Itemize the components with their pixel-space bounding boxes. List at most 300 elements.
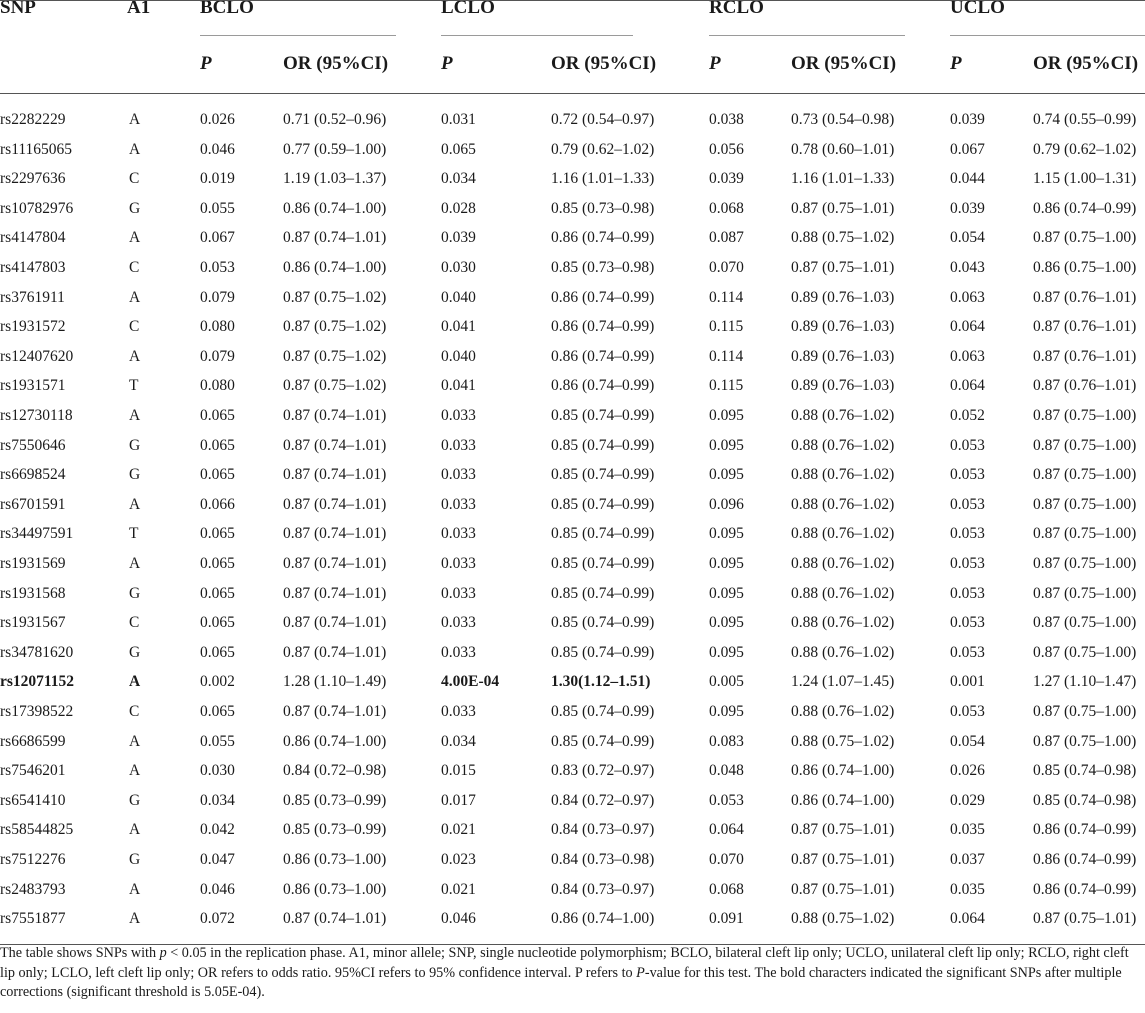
p-value-cell-bclo: 0.080: [200, 377, 235, 394]
p-value-cell-uclo: 0.053: [950, 466, 985, 483]
snp-cell: rs2483793: [0, 881, 66, 898]
p-value-cell-lclo: 0.040: [441, 289, 476, 306]
or-ci-cell-bclo: 0.87 (0.74–1.01): [283, 644, 387, 661]
or-ci-cell-uclo: 0.87 (0.75–1.00): [1033, 733, 1137, 750]
p-value-cell-uclo: 0.053: [950, 437, 985, 454]
snp-cell: rs7551877: [0, 910, 66, 927]
header-group-bclo: BCLO: [200, 0, 254, 18]
p-value-cell-bclo: 0.046: [200, 881, 235, 898]
or-ci-cell-bclo: 0.87 (0.74–1.01): [283, 585, 387, 602]
snp-cell: rs12730118: [0, 407, 73, 424]
p-value-cell-lclo: 0.033: [441, 437, 476, 454]
or-ci-cell-uclo: 0.87 (0.75–1.00): [1033, 525, 1137, 542]
p-value-cell-lclo: 4.00E-04: [441, 673, 500, 690]
p-value-cell-lclo: 0.033: [441, 496, 476, 513]
or-ci-cell-lclo: 0.85 (0.74–0.99): [551, 525, 655, 542]
or-ci-cell-rclo: 0.88 (0.76–1.02): [791, 466, 895, 483]
or-ci-cell-bclo: 0.87 (0.74–1.01): [283, 496, 387, 513]
or-ci-cell-uclo: 0.85 (0.74–0.98): [1033, 762, 1137, 779]
header-or-lclo: OR (95%CI): [551, 53, 657, 74]
p-value-cell-rclo: 0.095: [709, 525, 744, 542]
p-value-cell-bclo: 0.055: [200, 200, 235, 217]
p-value-cell-rclo: 0.095: [709, 585, 744, 602]
or-ci-cell-lclo: 0.84 (0.73–0.97): [551, 821, 655, 838]
or-ci-cell-uclo: 0.86 (0.74–0.99): [1033, 851, 1137, 868]
footnote-part1: The table shows SNPs with: [0, 945, 160, 961]
allele-cell: G: [129, 851, 141, 868]
p-value-cell-rclo: 0.115: [709, 318, 744, 335]
snp-cell: rs12407620: [0, 348, 74, 365]
or-ci-cell-bclo: 0.87 (0.74–1.01): [283, 910, 387, 927]
or-ci-cell-rclo: 1.16 (1.01–1.33): [791, 170, 895, 187]
p-value-cell-uclo: 0.063: [950, 289, 985, 306]
allele-cell: A: [129, 348, 141, 365]
p-value-cell-rclo: 0.095: [709, 466, 744, 483]
p-value-cell-rclo: 0.091: [709, 910, 744, 927]
or-ci-cell-bclo: 0.86 (0.73–1.00): [283, 881, 387, 898]
or-ci-cell-uclo: 0.86 (0.74–0.99): [1033, 881, 1137, 898]
header-bottom-rule: [0, 93, 1145, 94]
p-value-cell-uclo: 0.039: [950, 111, 985, 128]
p-value-cell-bclo: 0.065: [200, 703, 235, 720]
p-value-cell-rclo: 0.053: [709, 792, 744, 809]
snp-cell: rs58544825: [0, 821, 74, 838]
allele-cell: A: [129, 821, 141, 838]
or-ci-cell-lclo: 0.85 (0.74–0.99): [551, 585, 655, 602]
or-ci-cell-lclo: 0.85 (0.74–0.99): [551, 703, 655, 720]
or-ci-cell-rclo: 0.87 (0.75–1.01): [791, 200, 895, 217]
allele-cell: C: [129, 703, 140, 720]
p-value-cell-uclo: 0.053: [950, 585, 985, 602]
or-ci-cell-bclo: 0.87 (0.75–1.02): [283, 377, 387, 394]
p-value-cell-bclo: 0.065: [200, 614, 235, 631]
p-value-cell-lclo: 0.041: [441, 377, 476, 394]
or-ci-cell-rclo: 0.88 (0.76–1.02): [791, 644, 895, 661]
or-ci-cell-rclo: 0.88 (0.76–1.02): [791, 555, 895, 572]
footnote-pvalue-term: P: [636, 964, 645, 981]
p-value-cell-rclo: 0.087: [709, 229, 744, 246]
p-value-cell-uclo: 0.037: [950, 851, 985, 868]
or-ci-cell-bclo: 0.87 (0.74–1.01): [283, 614, 387, 631]
p-value-cell-lclo: 0.039: [441, 229, 476, 246]
or-ci-cell-bclo: 1.19 (1.03–1.37): [283, 170, 387, 187]
or-ci-cell-bclo: 0.87 (0.74–1.01): [283, 555, 387, 572]
or-ci-cell-rclo: 0.88 (0.76–1.02): [791, 496, 895, 513]
snp-cell: rs1931568: [0, 585, 66, 602]
or-ci-cell-rclo: 0.88 (0.75–1.02): [791, 733, 895, 750]
allele-cell: C: [129, 259, 140, 276]
p-value-cell-bclo: 0.079: [200, 348, 235, 365]
p-value-cell-rclo: 0.095: [709, 614, 744, 631]
p-value-cell-uclo: 0.029: [950, 792, 985, 809]
p-value-cell-bclo: 0.053: [200, 259, 235, 276]
or-ci-cell-bclo: 0.87 (0.74–1.01): [283, 703, 387, 720]
snp-cell: rs7550646: [0, 437, 66, 454]
or-ci-cell-uclo: 0.87 (0.75–1.00): [1033, 703, 1137, 720]
p-value-cell-rclo: 0.095: [709, 407, 744, 424]
p-value-cell-lclo: 0.033: [441, 555, 476, 572]
p-value-cell-uclo: 0.043: [950, 259, 985, 276]
allele-cell: G: [129, 466, 141, 483]
allele-cell: A: [129, 289, 141, 306]
p-value-cell-rclo: 0.039: [709, 170, 744, 187]
or-ci-cell-lclo: 1.30(1.12–1.51): [551, 673, 651, 690]
p-value-cell-uclo: 0.052: [950, 407, 985, 424]
top-rule: [0, 0, 1145, 1]
p-value-cell-lclo: 0.034: [441, 733, 476, 750]
p-value-cell-rclo: 0.038: [709, 111, 744, 128]
header-or-uclo: OR (95%CI): [1033, 53, 1139, 74]
or-ci-cell-uclo: 0.87 (0.75–1.00): [1033, 407, 1137, 424]
or-ci-cell-rclo: 0.89 (0.76–1.03): [791, 377, 895, 394]
or-ci-cell-uclo: 0.87 (0.76–1.01): [1033, 377, 1137, 394]
or-ci-cell-bclo: 1.28 (1.10–1.49): [283, 673, 387, 690]
p-value-cell-rclo: 0.095: [709, 555, 744, 572]
or-ci-cell-uclo: 0.85 (0.74–0.98): [1033, 792, 1137, 809]
snp-cell: rs34497591: [0, 525, 74, 542]
or-ci-cell-lclo: 0.85 (0.74–0.99): [551, 644, 655, 661]
p-value-cell-rclo: 0.083: [709, 733, 744, 750]
p-value-cell-lclo: 0.065: [441, 141, 476, 158]
or-ci-cell-uclo: 0.87 (0.75–1.00): [1033, 229, 1137, 246]
or-ci-cell-lclo: 0.85 (0.74–0.99): [551, 555, 655, 572]
or-ci-cell-uclo: 1.15 (1.00–1.31): [1033, 170, 1137, 187]
or-ci-cell-uclo: 0.87 (0.75–1.00): [1033, 466, 1137, 483]
p-value-cell-uclo: 0.035: [950, 881, 985, 898]
or-ci-cell-lclo: 1.16 (1.01–1.33): [551, 170, 655, 187]
snp-cell: rs3761911: [0, 289, 65, 306]
or-ci-cell-rclo: 0.88 (0.75–1.02): [791, 229, 895, 246]
p-value-cell-rclo: 0.096: [709, 496, 744, 513]
p-value-cell-uclo: 0.035: [950, 821, 985, 838]
allele-cell: A: [129, 881, 141, 898]
allele-cell: A: [129, 111, 141, 128]
p-value-cell-bclo: 0.065: [200, 644, 235, 661]
or-ci-cell-rclo: 0.73 (0.54–0.98): [791, 111, 895, 128]
allele-cell: A: [129, 407, 141, 424]
p-value-cell-lclo: 0.033: [441, 644, 476, 661]
or-ci-cell-uclo: 0.79 (0.62–1.02): [1033, 141, 1137, 158]
or-ci-cell-uclo: 0.87 (0.75–1.00): [1033, 585, 1137, 602]
p-value-cell-uclo: 0.039: [950, 200, 985, 217]
snp-cell: rs1931572: [0, 318, 66, 335]
or-ci-cell-lclo: 0.84 (0.72–0.97): [551, 792, 655, 809]
or-ci-cell-uclo: 0.87 (0.75–1.00): [1033, 614, 1137, 631]
or-ci-cell-bclo: 0.86 (0.74–1.00): [283, 200, 387, 217]
p-value-cell-rclo: 0.115: [709, 377, 744, 394]
group-rule-lclo: [441, 35, 633, 36]
p-value-cell-rclo: 0.095: [709, 644, 744, 661]
p-value-cell-uclo: 0.053: [950, 614, 985, 631]
p-value-cell-rclo: 0.064: [709, 821, 744, 838]
p-value-cell-rclo: 0.005: [709, 673, 744, 690]
allele-cell: A: [129, 229, 141, 246]
p-value-cell-bclo: 0.079: [200, 289, 235, 306]
or-ci-cell-lclo: 0.85 (0.74–0.99): [551, 614, 655, 631]
or-ci-cell-rclo: 0.88 (0.76–1.02): [791, 703, 895, 720]
or-ci-cell-lclo: 0.72 (0.54–0.97): [551, 111, 655, 128]
or-ci-cell-lclo: 0.85 (0.74–0.99): [551, 407, 655, 424]
header-a1: A1: [127, 0, 151, 18]
table-footnote: [0, 944, 1145, 1003]
p-value-cell-lclo: 0.023: [441, 851, 476, 868]
or-ci-cell-bclo: 0.85 (0.73–0.99): [283, 821, 387, 838]
or-ci-cell-bclo: 0.87 (0.75–1.02): [283, 318, 387, 335]
header-group-rclo: RCLO: [709, 0, 764, 18]
p-value-cell-bclo: 0.026: [200, 111, 235, 128]
p-value-cell-bclo: 0.066: [200, 496, 235, 513]
or-ci-cell-bclo: 0.84 (0.72–0.98): [283, 762, 387, 779]
header-p-lclo: P: [441, 53, 453, 74]
or-ci-cell-rclo: 0.78 (0.60–1.01): [791, 141, 895, 158]
p-value-cell-uclo: 0.054: [950, 733, 985, 750]
p-value-cell-uclo: 0.026: [950, 762, 985, 779]
or-ci-cell-lclo: 0.85 (0.74–0.99): [551, 466, 655, 483]
or-ci-cell-lclo: 0.85 (0.74–0.99): [551, 733, 655, 750]
p-value-cell-bclo: 0.067: [200, 229, 235, 246]
snp-cell: rs6698524: [0, 466, 66, 483]
or-ci-cell-lclo: 0.86 (0.74–0.99): [551, 318, 655, 335]
or-ci-cell-rclo: 0.87 (0.75–1.01): [791, 821, 895, 838]
or-ci-cell-rclo: 0.89 (0.76–1.03): [791, 348, 895, 365]
allele-cell: T: [129, 377, 139, 394]
p-value-cell-lclo: 0.041: [441, 318, 476, 335]
p-value-cell-lclo: 0.033: [441, 407, 476, 424]
p-value-cell-uclo: 0.044: [950, 170, 985, 187]
p-value-cell-bclo: 0.047: [200, 851, 235, 868]
group-rule-uclo: [950, 35, 1145, 36]
snp-cell: rs7546201: [0, 762, 66, 779]
or-ci-cell-bclo: 0.87 (0.74–1.01): [283, 229, 387, 246]
p-value-cell-rclo: 0.095: [709, 437, 744, 454]
snp-cell: rs34781620: [0, 644, 74, 661]
allele-cell: A: [129, 673, 141, 690]
snp-cell: rs7512276: [0, 851, 66, 868]
p-value-cell-uclo: 0.064: [950, 318, 985, 335]
header-p-bclo: P: [200, 53, 212, 74]
header-group-lclo: LCLO: [441, 0, 495, 18]
snp-cell: rs6686599: [0, 733, 66, 750]
p-value-cell-rclo: 0.070: [709, 851, 744, 868]
allele-cell: G: [129, 437, 141, 454]
or-ci-cell-uclo: 0.87 (0.75–1.00): [1033, 437, 1137, 454]
footnote-part2: < 0.05 in the replication phase. A1, minor allele; SNP, single nucleotide polymorphism; BCLO, bilateral cleft lip only; UCLO, unilateral cleft lip only; RCLO, right cleft lip only; LCLO, left cleft lip only; OR refers to odds ratio. 95%CI refers to 95% confidence interval. P refers to: [0, 945, 1129, 981]
or-ci-cell-lclo: 0.84 (0.73–0.97): [551, 881, 655, 898]
p-value-cell-lclo: 0.040: [441, 348, 476, 365]
p-value-cell-uclo: 0.053: [950, 644, 985, 661]
or-ci-cell-lclo: 0.79 (0.62–1.02): [551, 141, 655, 158]
p-value-cell-lclo: 0.031: [441, 111, 476, 128]
or-ci-cell-bclo: 0.87 (0.74–1.01): [283, 407, 387, 424]
allele-cell: G: [129, 200, 141, 217]
or-ci-cell-uclo: 0.87 (0.76–1.01): [1033, 289, 1137, 306]
or-ci-cell-bclo: 0.87 (0.75–1.02): [283, 348, 387, 365]
or-ci-cell-uclo: 1.27 (1.10–1.47): [1033, 673, 1137, 690]
allele-cell: G: [129, 792, 141, 809]
or-ci-cell-uclo: 0.86 (0.75–1.00): [1033, 259, 1137, 276]
p-value-cell-uclo: 0.064: [950, 910, 985, 927]
allele-cell: C: [129, 318, 140, 335]
p-value-cell-bclo: 0.065: [200, 585, 235, 602]
or-ci-cell-uclo: 0.87 (0.75–1.00): [1033, 496, 1137, 513]
or-ci-cell-rclo: 0.88 (0.76–1.02): [791, 614, 895, 631]
allele-cell: A: [129, 555, 141, 572]
header-p-rclo: P: [709, 53, 721, 74]
p-value-cell-bclo: 0.019: [200, 170, 235, 187]
allele-cell: A: [129, 496, 141, 513]
p-value-cell-lclo: 0.017: [441, 792, 476, 809]
p-value-cell-bclo: 0.072: [200, 910, 235, 927]
snp-cell: rs1931567: [0, 614, 66, 631]
or-ci-cell-bclo: 0.87 (0.74–1.01): [283, 466, 387, 483]
footnote-part3: -value for this test. The bold characters indicated the significant SNPs after multiple corrections (significant threshold is 5.05E-04).: [0, 964, 1122, 1000]
header-p-uclo: P: [950, 53, 962, 74]
snp-cell: rs4147803: [0, 259, 66, 276]
p-value-cell-bclo: 0.046: [200, 141, 235, 158]
p-value-cell-lclo: 0.033: [441, 525, 476, 542]
or-ci-cell-uclo: 0.87 (0.75–1.00): [1033, 644, 1137, 661]
or-ci-cell-rclo: 0.88 (0.76–1.02): [791, 525, 895, 542]
or-ci-cell-rclo: 0.88 (0.76–1.02): [791, 437, 895, 454]
or-ci-cell-uclo: 0.86 (0.74–0.99): [1033, 821, 1137, 838]
p-value-cell-lclo: 0.034: [441, 170, 476, 187]
or-ci-cell-uclo: 0.87 (0.76–1.01): [1033, 348, 1137, 365]
or-ci-cell-lclo: 0.86 (0.74–0.99): [551, 348, 655, 365]
or-ci-cell-bclo: 0.85 (0.73–0.99): [283, 792, 387, 809]
snp-cell: rs6541410: [0, 792, 66, 809]
snp-cell: rs2282229: [0, 111, 66, 128]
allele-cell: G: [129, 644, 141, 661]
or-ci-cell-bclo: 0.86 (0.74–1.00): [283, 733, 387, 750]
p-value-cell-lclo: 0.033: [441, 703, 476, 720]
p-value-cell-bclo: 0.065: [200, 407, 235, 424]
or-ci-cell-rclo: 0.87 (0.75–1.01): [791, 259, 895, 276]
or-ci-cell-bclo: 0.87 (0.74–1.01): [283, 437, 387, 454]
p-value-cell-rclo: 0.068: [709, 200, 744, 217]
or-ci-cell-bclo: 0.86 (0.73–1.00): [283, 851, 387, 868]
or-ci-cell-lclo: 0.85 (0.73–0.98): [551, 259, 655, 276]
group-rule-bclo: [200, 35, 396, 36]
snp-cell: rs12071152: [0, 673, 75, 690]
allele-cell: G: [129, 585, 141, 602]
or-ci-cell-rclo: 1.24 (1.07–1.45): [791, 673, 895, 690]
or-ci-cell-lclo: 0.86 (0.74–0.99): [551, 289, 655, 306]
allele-cell: C: [129, 170, 140, 187]
p-value-cell-rclo: 0.114: [709, 348, 744, 365]
p-value-cell-uclo: 0.054: [950, 229, 985, 246]
or-ci-cell-uclo: 0.87 (0.76–1.01): [1033, 318, 1137, 335]
p-value-cell-bclo: 0.034: [200, 792, 235, 809]
allele-cell: C: [129, 614, 140, 631]
p-value-cell-rclo: 0.068: [709, 881, 744, 898]
p-value-cell-bclo: 0.042: [200, 821, 235, 838]
snp-cell: rs1931569: [0, 555, 66, 572]
or-ci-cell-rclo: 0.89 (0.76–1.03): [791, 318, 895, 335]
p-value-cell-lclo: 0.046: [441, 910, 476, 927]
snp-cell: rs17398522: [0, 703, 74, 720]
p-value-cell-bclo: 0.065: [200, 437, 235, 454]
or-ci-cell-rclo: 0.89 (0.76–1.03): [791, 289, 895, 306]
p-value-cell-uclo: 0.053: [950, 496, 985, 513]
or-ci-cell-rclo: 0.86 (0.74–1.00): [791, 762, 895, 779]
allele-cell: A: [129, 762, 141, 779]
snp-cell: rs1931571: [0, 377, 66, 394]
header-snp: SNP: [0, 0, 36, 18]
p-value-cell-uclo: 0.053: [950, 555, 985, 572]
or-ci-cell-lclo: 0.84 (0.73–0.98): [551, 851, 655, 868]
or-ci-cell-rclo: 0.87 (0.75–1.01): [791, 851, 895, 868]
or-ci-cell-rclo: 0.87 (0.75–1.01): [791, 881, 895, 898]
allele-cell: A: [129, 910, 141, 927]
or-ci-cell-lclo: 0.85 (0.73–0.98): [551, 200, 655, 217]
header-group-uclo: UCLO: [950, 0, 1005, 18]
or-ci-cell-rclo: 0.88 (0.75–1.02): [791, 910, 895, 927]
snp-cell: rs2297636: [0, 170, 66, 187]
p-value-cell-lclo: 0.021: [441, 821, 476, 838]
or-ci-cell-lclo: 0.85 (0.74–0.99): [551, 437, 655, 454]
snp-cell: rs10782976: [0, 200, 74, 217]
or-ci-cell-lclo: 0.83 (0.72–0.97): [551, 762, 655, 779]
header-or-bclo: OR (95%CI): [283, 53, 389, 74]
or-ci-cell-uclo: 0.86 (0.74–0.99): [1033, 200, 1137, 217]
p-value-cell-uclo: 0.067: [950, 141, 985, 158]
or-ci-cell-uclo: 0.74 (0.55–0.99): [1033, 111, 1137, 128]
p-value-cell-lclo: 0.028: [441, 200, 476, 217]
p-value-cell-uclo: 0.063: [950, 348, 985, 365]
p-value-cell-bclo: 0.030: [200, 762, 235, 779]
p-value-cell-uclo: 0.064: [950, 377, 985, 394]
or-ci-cell-lclo: 0.85 (0.74–0.99): [551, 496, 655, 513]
allele-cell: A: [129, 141, 141, 158]
p-value-cell-rclo: 0.070: [709, 259, 744, 276]
p-value-cell-lclo: 0.033: [441, 614, 476, 631]
snp-cell: rs6701591: [0, 496, 66, 513]
p-value-cell-lclo: 0.033: [441, 466, 476, 483]
group-rule-rclo: [709, 35, 905, 36]
allele-cell: T: [129, 525, 139, 542]
p-value-cell-lclo: 0.033: [441, 585, 476, 602]
or-ci-cell-bclo: 0.71 (0.52–0.96): [283, 111, 387, 128]
or-ci-cell-lclo: 0.86 (0.74–1.00): [551, 910, 655, 927]
snp-cell: rs4147804: [0, 229, 66, 246]
p-value-cell-bclo: 0.065: [200, 525, 235, 542]
or-ci-cell-uclo: 0.87 (0.75–1.01): [1033, 910, 1137, 927]
or-ci-cell-rclo: 0.88 (0.76–1.02): [791, 407, 895, 424]
p-value-cell-lclo: 0.015: [441, 762, 476, 779]
p-value-cell-rclo: 0.095: [709, 703, 744, 720]
p-value-cell-bclo: 0.055: [200, 733, 235, 750]
footnote-p-symbol: p: [159, 945, 167, 961]
p-value-cell-lclo: 0.030: [441, 259, 476, 276]
p-value-cell-uclo: 0.053: [950, 525, 985, 542]
p-value-cell-lclo: 0.021: [441, 881, 476, 898]
header-or-rclo: OR (95%CI): [791, 53, 897, 74]
footnote-text: [0, 944, 1145, 1003]
or-ci-cell-bclo: 0.86 (0.74–1.00): [283, 259, 387, 276]
or-ci-cell-rclo: 0.86 (0.74–1.00): [791, 792, 895, 809]
p-value-cell-uclo: 0.001: [950, 673, 985, 690]
or-ci-cell-rclo: 0.88 (0.76–1.02): [791, 585, 895, 602]
allele-cell: A: [129, 733, 141, 750]
p-value-cell-bclo: 0.065: [200, 466, 235, 483]
or-ci-cell-bclo: 0.77 (0.59–1.00): [283, 141, 387, 158]
snp-cell: rs11165065: [0, 141, 73, 158]
p-value-cell-bclo: 0.002: [200, 673, 235, 690]
p-value-cell-rclo: 0.048: [709, 762, 744, 779]
p-value-cell-uclo: 0.053: [950, 703, 985, 720]
or-ci-cell-lclo: 0.86 (0.74–0.99): [551, 229, 655, 246]
p-value-cell-bclo: 0.080: [200, 318, 235, 335]
